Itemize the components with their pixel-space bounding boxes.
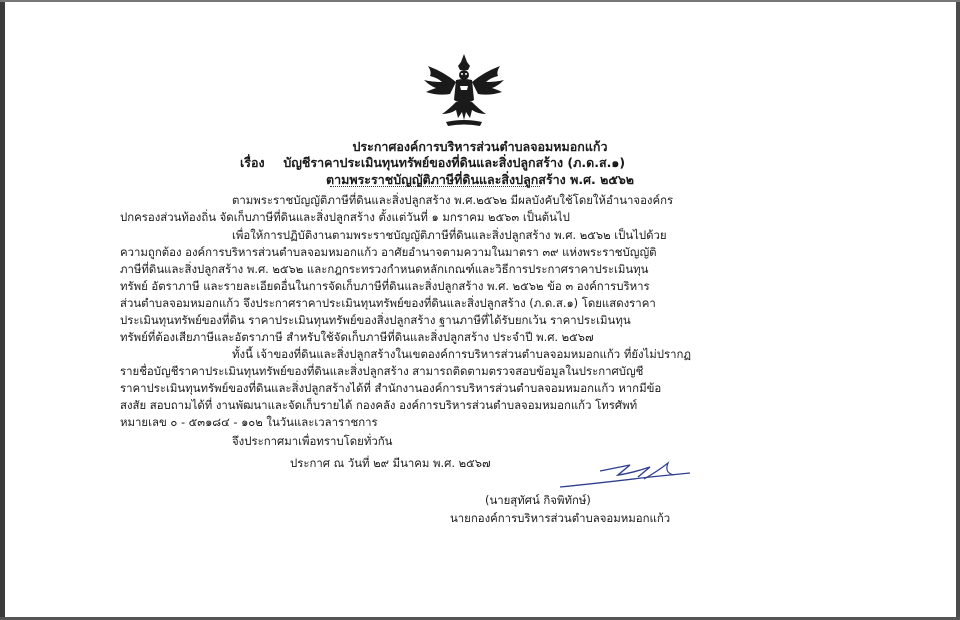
scan-edge-left xyxy=(0,0,5,620)
header-divider xyxy=(330,186,540,187)
subject-text: บัญชีราคาประเมินทุนทรัพย์ของที่ดินและสิ่งปลูกสร้าง (ภ.ด.ส.๑) xyxy=(283,155,626,170)
paragraph-3-line: รายชื่อบัญชีราคาประเมินทุนทรัพย์ของที่ดินและสิ่งปลูกสร้าง สามารถติดตามตรวจสอบข้อมูลในประกาศบัญชี xyxy=(120,364,644,378)
paragraph-2-line: ทรัพย์ อัตราภาษี และรายละเอียดอื่นในการจัดเก็บภาษีที่ดินและสิ่งปลูกสร้าง พ.ศ. ๒๕๖๒ ข้อ ๓ องค์การบริหาร xyxy=(120,279,650,293)
scan-edge-right xyxy=(956,0,960,620)
paragraph-3-line: หมายเลข ๐ - ๕๓๑๘๔ - ๑๐๒ ในวันและเวลาราชการ xyxy=(120,415,378,429)
paragraph-3-line: ราคาประเมินทุนทรัพย์ของที่ดินและสิ่งปลูกสร้างได้ที่ สำนักงานองค์การบริหารส่วนตำบลจอมหมอกแก้ว หากมีข้อ xyxy=(120,381,662,395)
paragraph-2-line: ความถูกต้อง องค์การบริหารส่วนตำบลจอมหมอกแก้ว อาศัยอำนาจตามความในมาตรา ๓๙ แห่งพระราชบัญญัติ xyxy=(120,245,657,259)
paragraph-2-line: ภาษีที่ดินและสิ่งปลูกสร้าง พ.ศ. ๒๕๖๒ และกฎกระทรวงกำหนดหลักเกณฑ์และวิธีการประกาศราคาประเมินทุน xyxy=(120,262,649,276)
scan-edge-top xyxy=(0,0,960,2)
paragraph-1-line: ตามพระราชบัญญัติภาษีที่ดินและสิ่งปลูกสร้าง พ.ศ.๒๕๖๒ มีผลบังคับใช้โดยให้อำนาจองค์กร xyxy=(232,193,674,207)
signer-name: (นายสุทัศน์ กิจพิทักษ์) xyxy=(485,493,591,507)
paragraph-1-line: ปกครองส่วนท้องถิ่น จัดเก็บภาษีที่ดินและสิ่งปลูกสร้าง ตั้งแต่วันที่ ๑ มกราคม ๒๕๖๓ เป็นต้นไป xyxy=(120,210,570,224)
subject-label: เรื่อง xyxy=(240,155,265,170)
signature-mark xyxy=(540,453,740,493)
paragraph-3-line: สงสัย สอบถามได้ที่ งานพัฒนาและจัดเก็บรายได้ กองคลัง องค์การบริหารส่วนตำบลจอมหมอกแก้ว โทรศัพท์ xyxy=(120,398,638,412)
announcement-title: ประกาศองค์การบริหารส่วนตำบลจอมหมอกแก้ว xyxy=(352,139,608,154)
paragraph-3-line: ทั้งนี้ เจ้าของที่ดินและสิ่งปลูกสร้างในเขตองค์การบริหารส่วนตำบลจอมหมอกแก้ว ที่ยังไม่ปรากฏ xyxy=(232,347,692,361)
garuda-emblem-icon xyxy=(418,52,510,132)
paragraph-2-line: ประเมินทุนทรัพย์ของที่ดิน ราคาประเมินทุนทรัพย์ของสิ่งปลูกสร้าง ฐานภาษีที่ได้รับยกเว้น ราคาประเมินทุน xyxy=(120,313,631,327)
paragraph-2-line: ส่วนตำบลจอมหมอกแก้ว จึงประกาศราคาประเมินทุนทรัพย์ของที่ดินและสิ่งปลูกสร้าง (ภ.ด.ส.๑) โดยแสดงราคา xyxy=(120,296,656,310)
closing-statement: จึงประกาศมาเพื่อทราบโดยทั่วกัน xyxy=(232,434,393,448)
announcement-date: ประกาศ ณ วันที่ ๒๙ มีนาคม พ.ศ. ๒๕๖๗ xyxy=(290,456,491,470)
act-reference: ตามพระราชบัญญัติภาษีที่ดินและสิ่งปลูกสร้าง พ.ศ. ๒๕๖๒ xyxy=(325,172,635,187)
signer-title: นายกองค์การบริหารส่วนตำบลจอมหมอกแก้ว xyxy=(450,511,671,525)
paragraph-2-line: เพื่อให้การปฏิบัติงานตามพระราชบัญญัติภาษีที่ดินและสิ่งปลูกสร้าง พ.ศ. ๒๕๖๒ เป็นไปด้วย xyxy=(232,228,667,242)
paragraph-2-line: ทรัพย์ที่ต้องเสียภาษีและอัตราภาษี สำหรับใช้จัดเก็บภาษีที่ดินและสิ่งปลูกสร้าง ประจำปี พ.ศ. ๒๕๖๗ xyxy=(120,330,594,344)
